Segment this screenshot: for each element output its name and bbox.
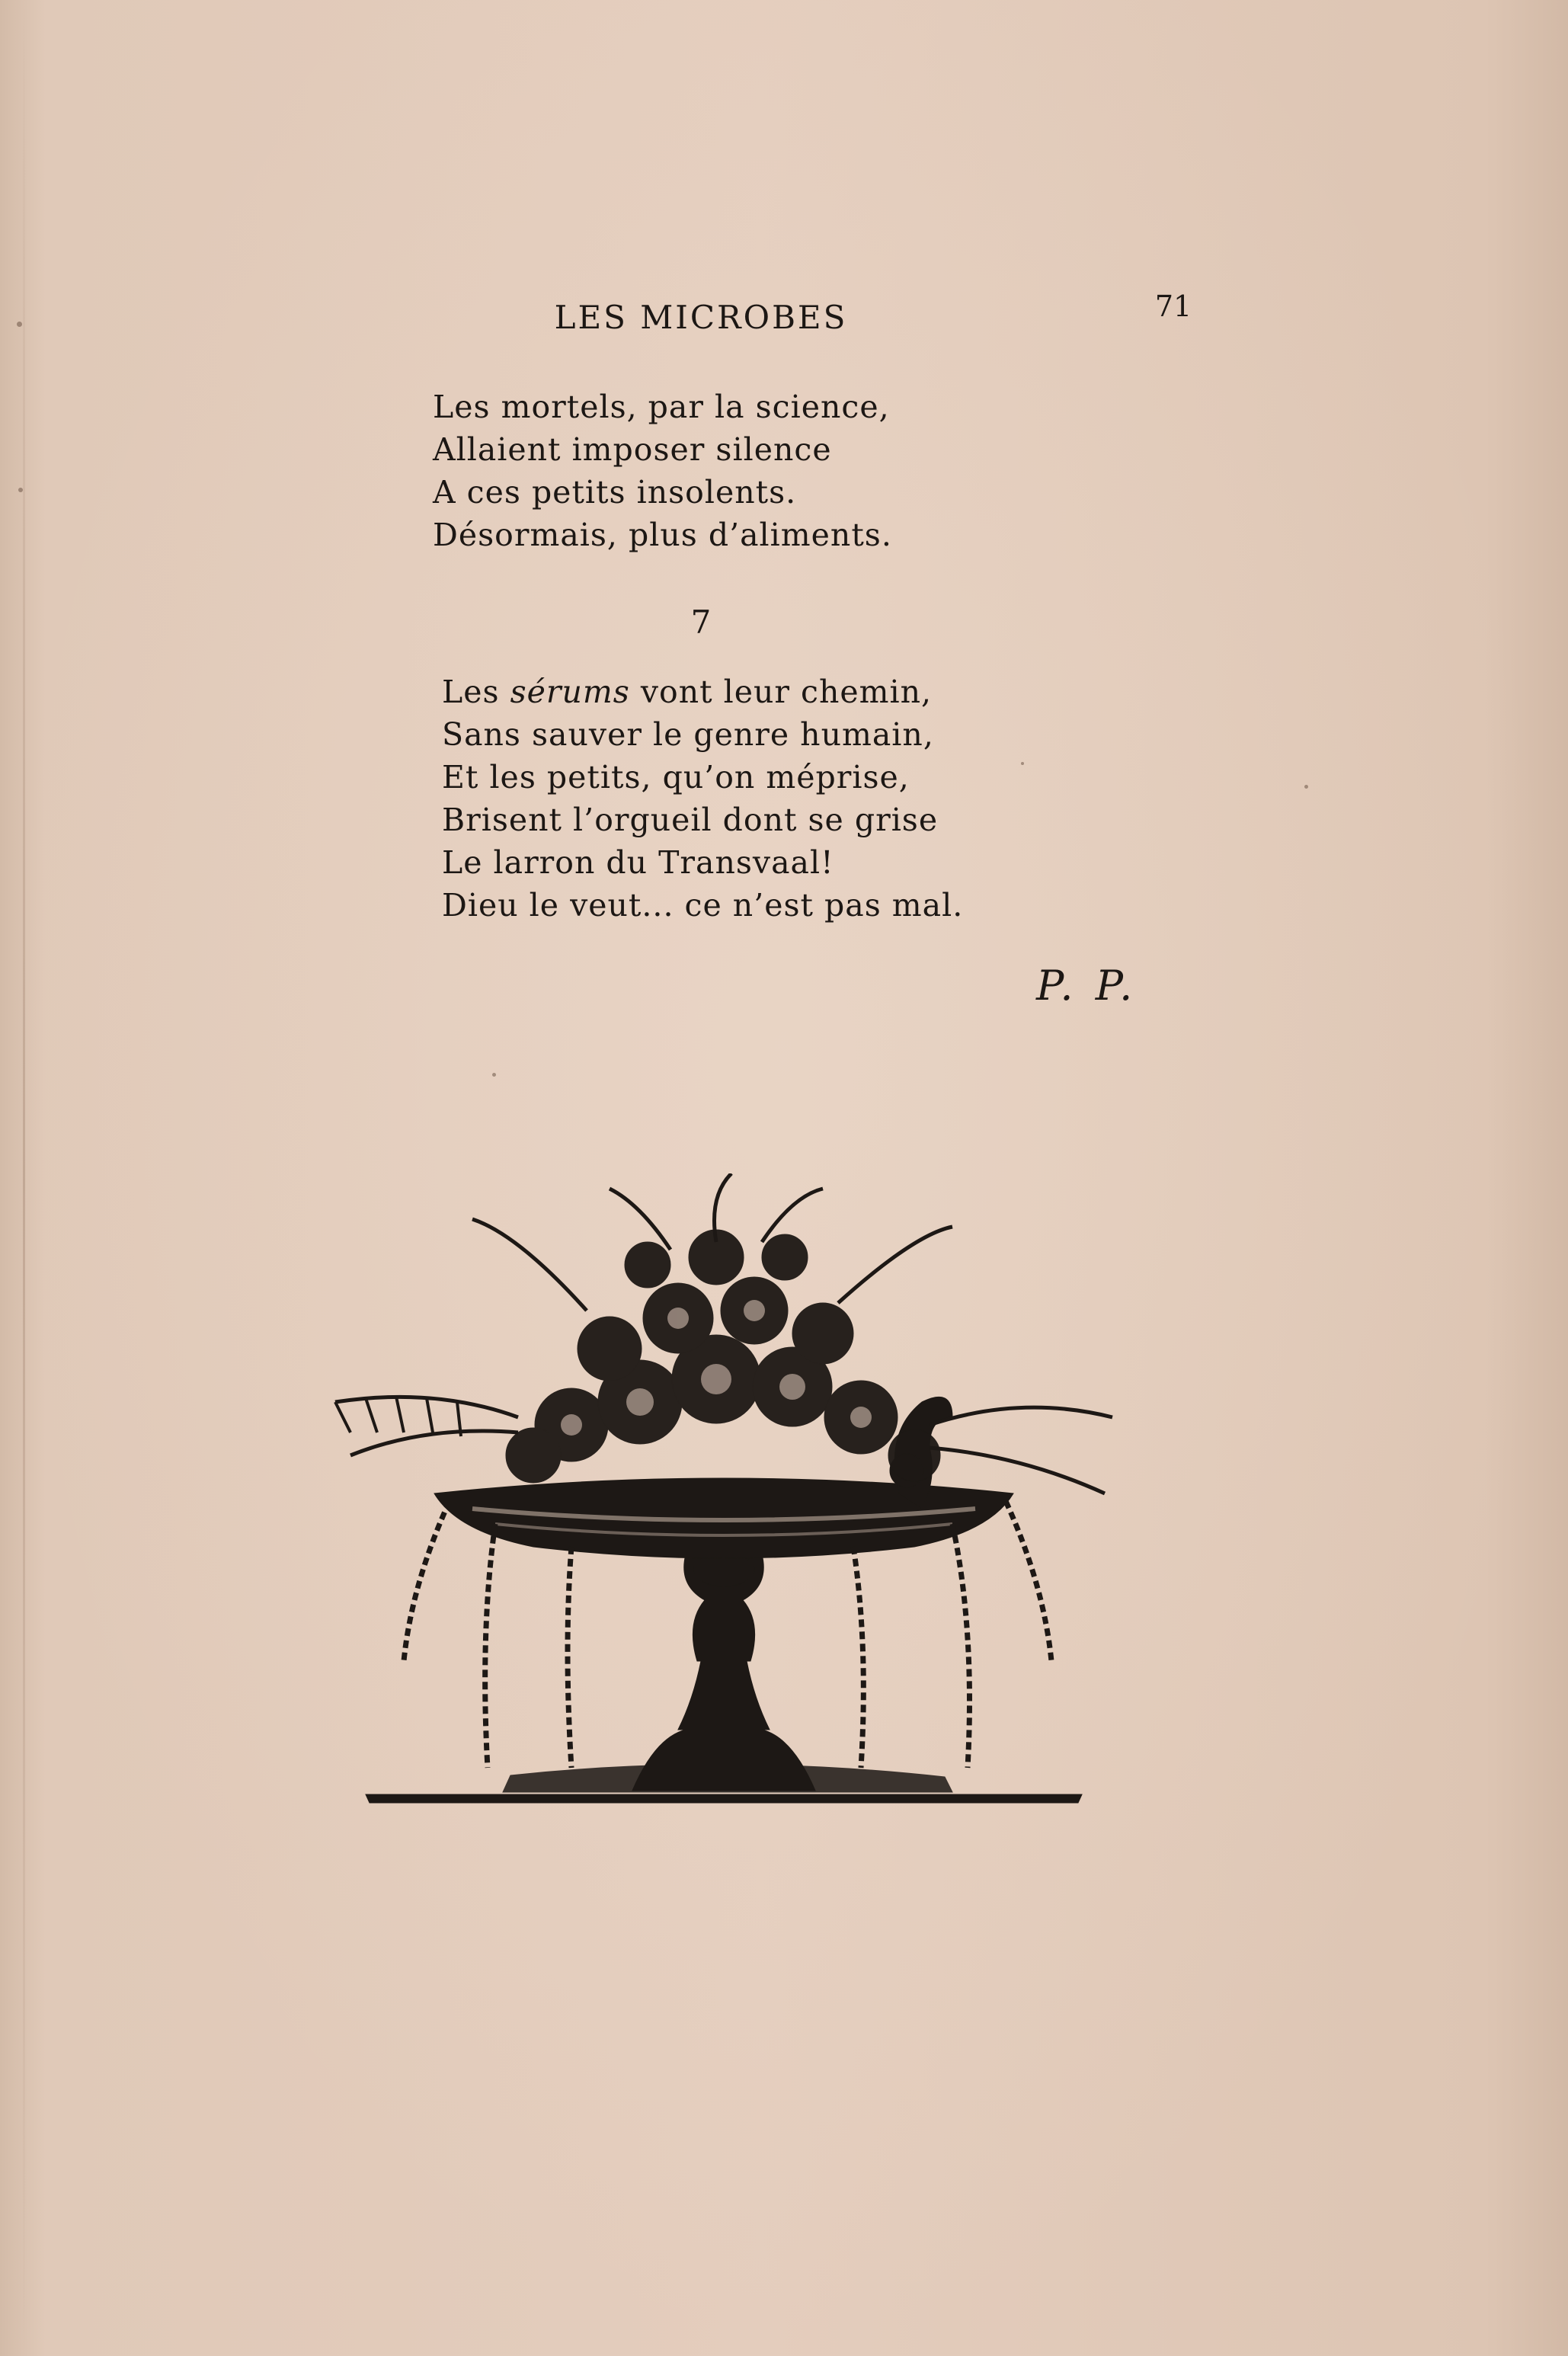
verse-line: Allaient imposer silence [433,431,832,468]
verse-line: Les mortels, par la science, [433,389,890,425]
running-head: LES MICROBES [554,299,848,336]
verse-line: Sans sauver le genre humain, [442,716,934,753]
paper-speck [17,322,22,327]
verse-line: Dieu le veut... ce n’est pas mal. [442,887,964,924]
verse-text: vont leur chemin, [629,674,933,710]
verse-line: Brisent l’orgueil dont se grise [442,802,939,838]
verse-line: Et les petits, qu’on méprise, [442,759,910,795]
page-gutter [23,0,25,2356]
verse-text: Les [442,674,510,710]
verse-italic-word: sérums [510,674,630,710]
flower-urn-engraving-icon [320,1173,1128,1813]
verse-line: Désormais, plus d’aliments. [433,517,892,553]
section-number: 7 [690,603,712,641]
page-number: 71 [1154,290,1192,323]
paper-speck [18,488,23,492]
stanza-1 [433,386,892,556]
verse-line: Le larron du Transvaal! [442,844,834,881]
verse-line: A ces petits insolents. [433,474,797,511]
signature-initials: P. P. [1036,962,1138,1010]
verse-line [442,671,963,713]
paper-speck [492,1073,496,1077]
paper-speck [1021,762,1024,765]
stanza-2 [442,671,963,927]
paper-speck [1304,785,1308,789]
